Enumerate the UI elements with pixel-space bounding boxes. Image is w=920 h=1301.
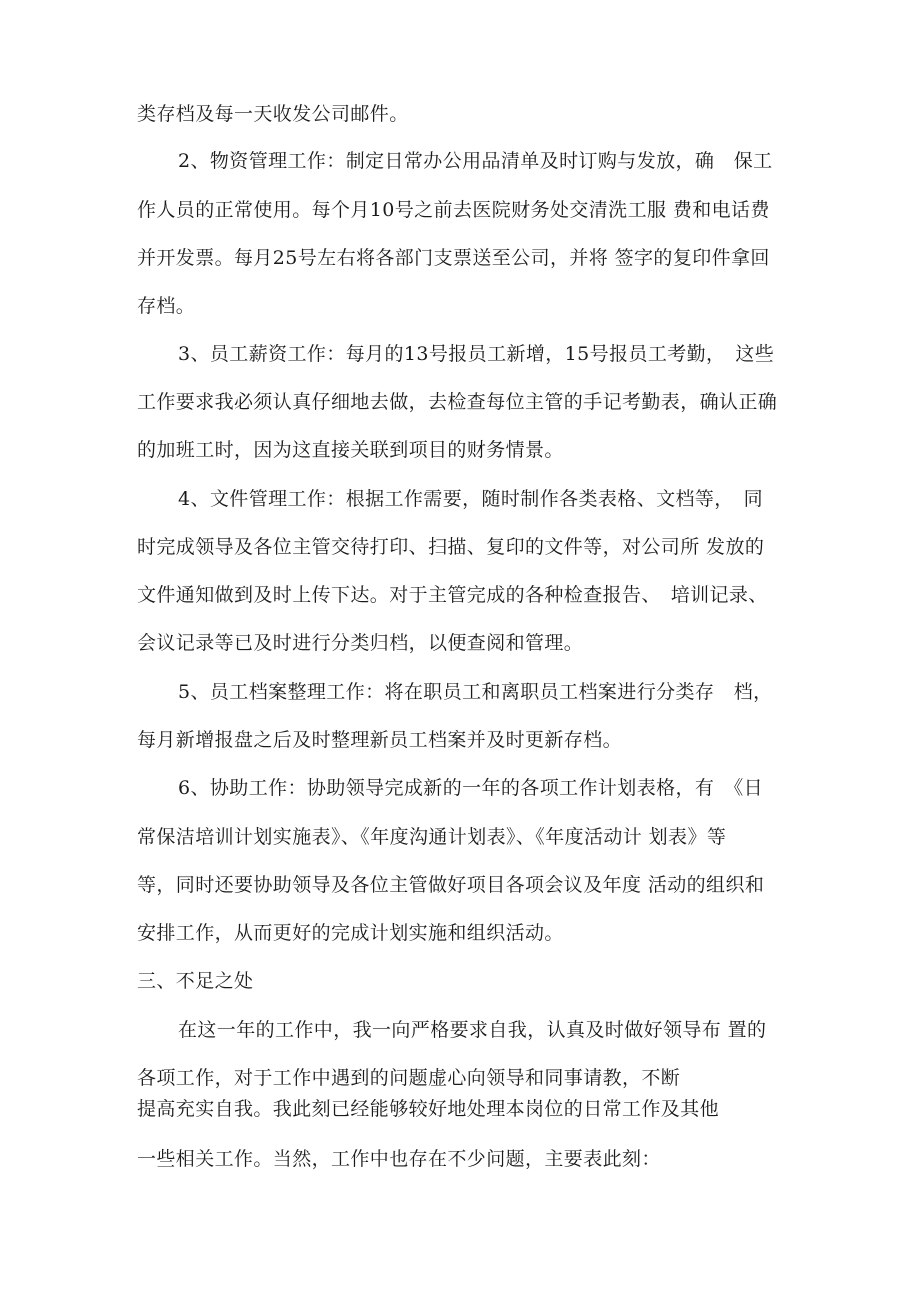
- text-line: 一些相关工作。当然，工作中也存在不少问题，主要表此刻：: [137, 1148, 661, 1170]
- text-line: 常保洁培训计划实施表》、《年度沟通计划表》、《年度活动计 划表》等: [137, 826, 727, 848]
- text-line: 文件通知做到及时上传下达。对于主管完成的各种检查报告、 培训记录、: [137, 584, 768, 606]
- text-line: 会议记录等已及时进行分类归档，以便查阅和管理。: [137, 632, 584, 654]
- text-line: 安排工作，从而更好的完成计划实施和组织活动。: [137, 922, 564, 944]
- text-line: 提高充实自我。我此刻已经能够较好地处理本岗位的日常工作及其他: [137, 1098, 720, 1120]
- text-line: 的加班工时，因为这直接关联到项目的财务情景。: [137, 439, 564, 461]
- text-line: 工作要求我必须认真仔细地去做，去检查每位主管的手记考勤表，确认正确: [137, 391, 778, 413]
- paragraph-file-management: 4、文件管理工作：根据工作需要，随时制作各类表格、文档等， 同: [178, 488, 763, 510]
- text-line: 等，同时还要协助领导及各位主管做好项目各项会议及年度 活动的组织和: [137, 874, 765, 896]
- text-line: 每月新增报盘之后及时整理新员工档案并及时更新存档。: [137, 729, 623, 751]
- paragraph-material-management: 2、物资管理工作：制定日常办公用品清单及时订购与发放，确 保工: [178, 150, 773, 172]
- text-line: 各项工作，对于工作中遇到的问题虚心向领导和同事请教，不断: [137, 1067, 681, 1089]
- text-line: 存档。: [137, 295, 196, 317]
- section-heading-shortcomings: 三、不足之处: [137, 970, 254, 992]
- paragraph-salary-work: 3、员工薪资工作：每月的13号报员工新增，15号报员工考勤， 这些: [178, 343, 775, 365]
- text-line: 时完成领导及各位主管交待打印、扫描、复印的文件等，对公司所 发放的: [137, 536, 765, 558]
- paragraph-employee-archive: 5、员工档案整理工作：将在职员工和离职员工档案进行分类存 档，: [178, 681, 773, 703]
- text-line: 类存档及每一天收发公司邮件。: [137, 103, 409, 125]
- text-line: 并开发票。每月25号左右将各部门支票送至公司，并将 签字的复印件拿回: [137, 247, 770, 269]
- paragraph-assistance-work: 6、协助工作：协助领导完成新的一年的各项工作计划表格，有 《日: [178, 777, 763, 799]
- paragraph-shortcomings: 在这一年的工作中，我一向严格要求自我，认真及时做好领导布 置的: [178, 1019, 767, 1041]
- text-line: 作人员的正常使用。每个月10号之前去医院财务处交清洗工服 费和电话费: [137, 199, 770, 221]
